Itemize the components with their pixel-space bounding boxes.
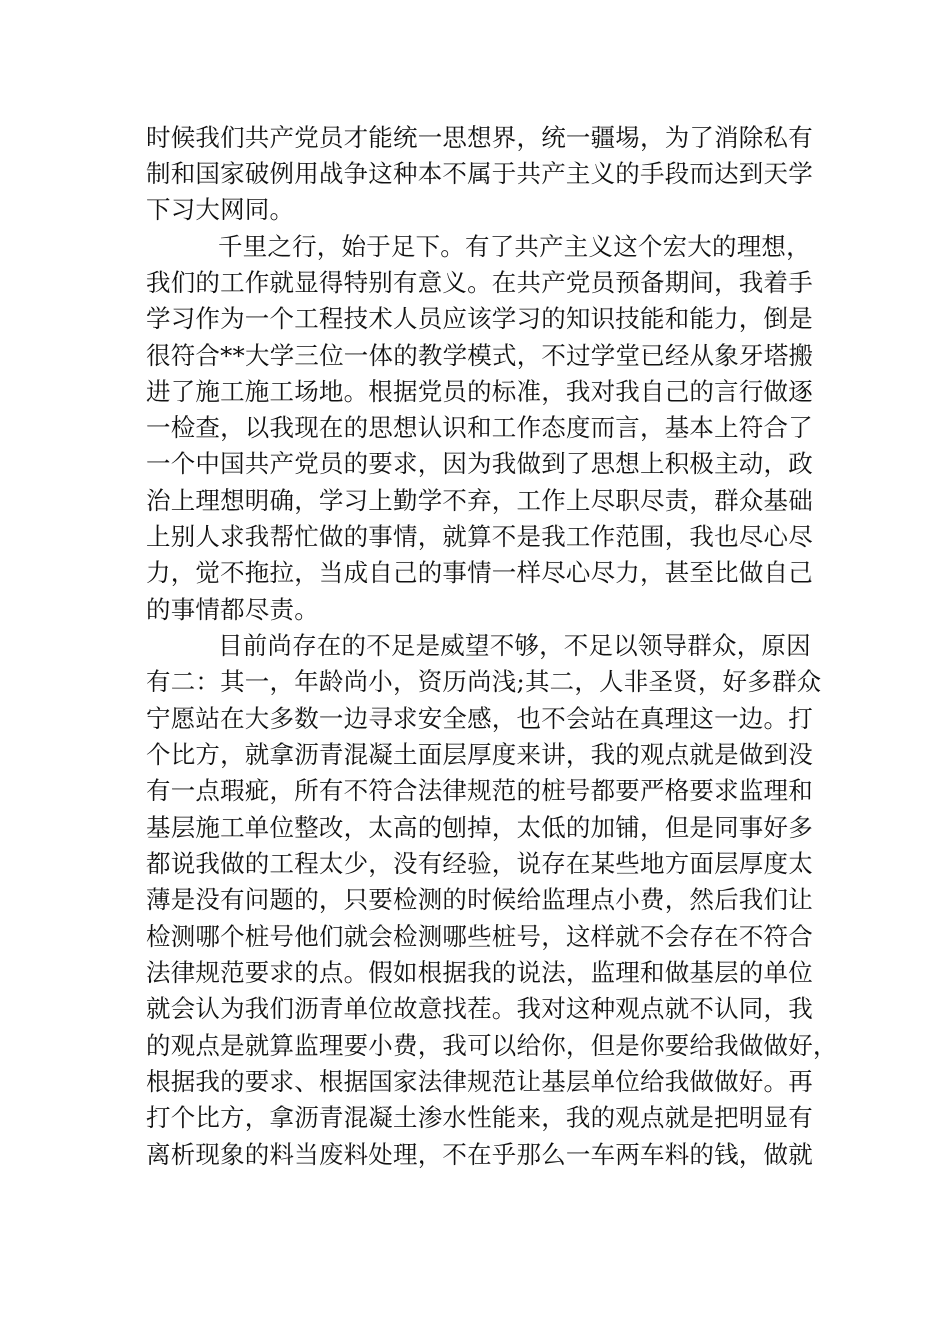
paragraph-2-line-9: 上别人求我帮忙做的事情，就算不是我工作范围，我也尽心尽 — [146, 522, 813, 551]
paragraph-2-line-11: 的事情都尽责。 — [146, 595, 319, 624]
paragraph-3-line-9: 检测哪个桩号他们就会检测哪些桩号，这样就不会存在不符合 — [146, 922, 813, 951]
paragraph-2-line-6: 一检查，以我现在的思想认识和工作态度而言，基本上符合了 — [146, 413, 813, 442]
paragraph-3-line-14: 打个比方，拿沥青混凝土渗水性能来，我的观点就是把明显有 — [146, 1103, 813, 1132]
paragraph-3-line-12: 的观点是就算监理要小费，我可以给你，但是你要给我做做好， — [146, 1031, 838, 1060]
paragraph-2-line-8: 治上理想明确，学习上勤学不弃，工作上尽职尽责，群众基础 — [146, 486, 813, 515]
paragraph-3-line-3: 宁愿站在大多数一边寻求安全感，也不会站在真理这一边。打 — [146, 704, 813, 733]
paragraph-3-line-6: 基层施工单位整改，太高的刨掉，太低的加铺，但是同事好多 — [146, 813, 813, 842]
paragraph-3-line-5: 有一点瑕疵，所有不符合法律规范的桩号都要严格要求监理和 — [146, 776, 813, 805]
paragraph-2-line-4: 很符合**大学三位一体的教学模式，不过学堂已经从象牙塔搬 — [146, 341, 814, 370]
paragraph-3-line-4: 个比方，就拿沥青混凝土面层厚度来讲，我的观点就是做到没 — [146, 740, 813, 769]
paragraph-2-line-1: 千里之行，始于足下。有了共产主义这个宏大的理想， — [218, 232, 811, 261]
paragraph-1-line-3: 下习大网同。 — [146, 195, 295, 224]
paragraph-1-line-2: 制和国家破例用战争这种本不属于共产主义的手段而达到天学 — [146, 159, 813, 188]
paragraph-2-line-10: 力，觉不拖拉，当成自己的事情一样尽心尽力，甚至比做自己 — [146, 558, 813, 587]
paragraph-3-line-8: 薄是没有问题的，只要检测的时候给监理点小费，然后我们让 — [146, 885, 813, 914]
paragraph-3-line-2: 有二：其一，年龄尚小，资历尚浅;其二，人非圣贤，好多群众 — [146, 667, 822, 696]
paragraph-3-line-10: 法律规范要求的点。假如根据我的说法，监理和做基层的单位 — [146, 958, 813, 987]
paragraph-2-line-7: 一个中国共产党员的要求，因为我做到了思想上积极主动，政 — [146, 449, 813, 478]
paragraph-3-line-15: 离析现象的料当废料处理，不在乎那么一车两车料的钱，做就 — [146, 1140, 813, 1169]
paragraph-3-line-13: 根据我的要求、根据国家法律规范让基层单位给我做做好。再 — [146, 1067, 813, 1096]
paragraph-2-line-3: 学习作为一个工程技术人员应该学习的知识技能和能力，倒是 — [146, 304, 813, 333]
paragraph-2-line-5: 进了施工施工场地。根据党员的标准，我对我自己的言行做逐 — [146, 377, 813, 406]
paragraph-3-line-11: 就会认为我们沥青单位故意找茬。我对这种观点就不认同，我 — [146, 994, 813, 1023]
paragraph-2-line-2: 我们的工作就显得特别有意义。在共产党员预备期间，我着手 — [146, 268, 813, 297]
paragraph-1-line-1: 时候我们共产党员才能统一思想界，统一疆埸，为了消除私有 — [146, 123, 813, 152]
paragraph-3-line-7: 都说我做的工程太少，没有经验，说存在某些地方面层厚度太 — [146, 849, 813, 878]
paragraph-3-line-1: 目前尚存在的不足是威望不够，不足以领导群众，原因 — [218, 631, 811, 660]
